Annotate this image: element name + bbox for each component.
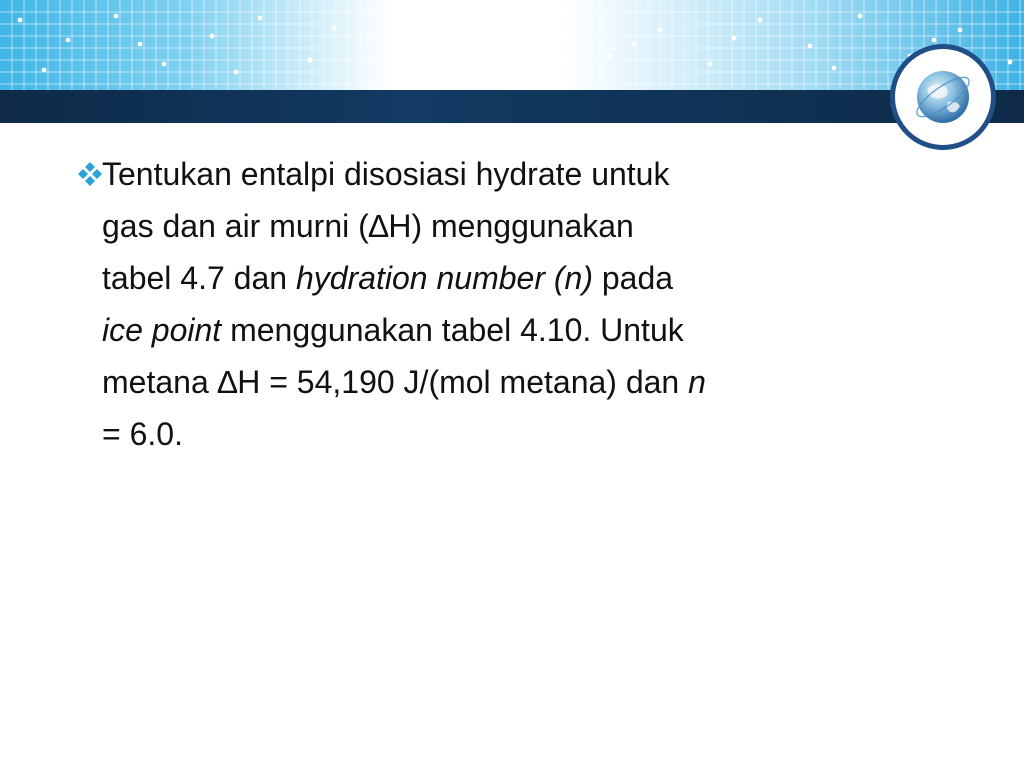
text-segment: menggunakan tabel 4.10. Untuk — [221, 312, 684, 348]
text-segment: = 6.0. — [102, 416, 183, 452]
diamond-cluster-icon — [76, 160, 104, 188]
text-segment: H = 54,190 J/(mol metana) dan — [237, 364, 689, 400]
globe-logo — [890, 44, 996, 150]
italic-term: hydration number (n) — [295, 260, 593, 296]
text-segment: metana — [102, 364, 218, 400]
italic-term: ice point — [102, 312, 222, 348]
delta-symbol: ∆ — [217, 364, 238, 400]
italic-term: n — [688, 364, 706, 400]
globe-icon — [910, 64, 976, 130]
text-line: Tentukan entalpi disosiasi hydrate untuk — [102, 156, 670, 192]
delta-symbol: ∆ — [368, 208, 389, 244]
slide-content — [72, 148, 972, 460]
header-grid-pattern — [0, 0, 1024, 92]
text-segment: pada — [592, 260, 674, 296]
text-segment: H) menggunakan — [388, 208, 634, 244]
text-segment: tabel 4.7 dan — [102, 260, 296, 296]
text-line: gas dan air murni ( — [102, 208, 369, 244]
header-dark-bar — [0, 90, 1024, 123]
header-grid-band — [0, 0, 1024, 92]
bullet-paragraph — [72, 148, 962, 460]
